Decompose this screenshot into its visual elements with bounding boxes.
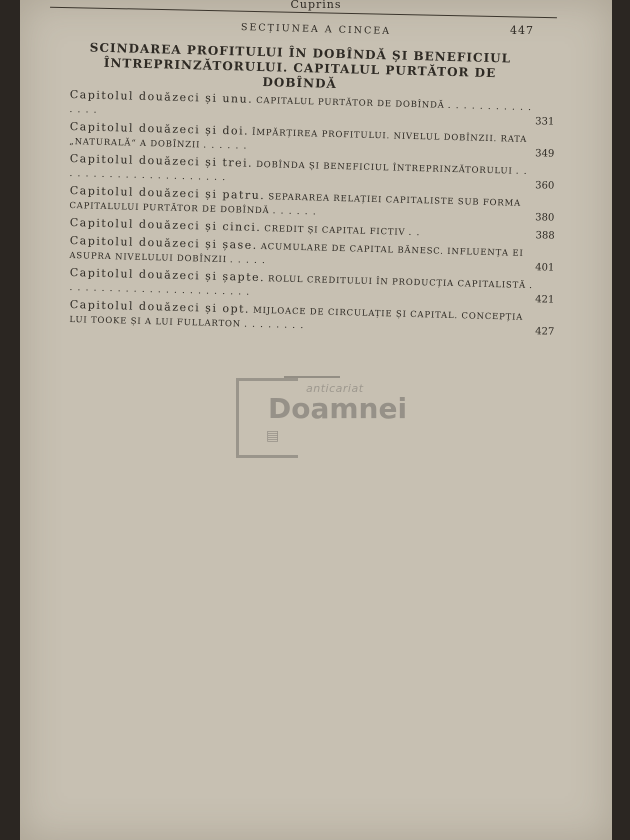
chapter-page: 421 xyxy=(535,294,555,306)
chapter-title: ÎMPĂRȚIREA PROFITULUI. NIVELUL DOBÎNZII. RATA „NATURALĂ“ A DOBÎNZII xyxy=(69,127,528,151)
chapter-page: 388 xyxy=(535,230,555,242)
chapter-label: Capitolul douăzeci și cinci. xyxy=(69,216,262,235)
watermark-small-text: anticariat xyxy=(306,382,364,395)
chapter-label: Capitolul douăzeci și doi. xyxy=(69,120,250,138)
page-number: 447 xyxy=(510,24,534,37)
dot-leader: . . . . . . . . . . . . . . . xyxy=(69,99,533,116)
chapter-label: Capitolul douăzeci și șase. xyxy=(69,234,258,252)
chapter-label: Capitolul douăzeci și șapte. xyxy=(69,266,266,285)
chapter-page: 349 xyxy=(535,148,555,160)
section-title: SCINDAREA PROFITULUI ÎN DOBÎNDĂ ȘI BENEFICIUL ÎNTREPRINZĂTORULUI. CAPITALUL PURTĂTOR DE DOBÎNDĂ xyxy=(89,40,512,91)
chapter-page: 427 xyxy=(535,326,555,338)
dot-leader: . . . . . . . . . . . . . . . . . . . . . . . . xyxy=(69,280,534,298)
chapter-title: MIJLOACE DE CIRCULAȚIE ȘI CAPITAL. CONCEPȚIA LUI TOOKE ȘI A LUI FULLARTON xyxy=(69,305,524,330)
dot-leader: . . . . . xyxy=(229,254,267,267)
section-heading: SECȚIUNEA A CINCEA xyxy=(240,22,392,37)
chapter-title: CREDIT ȘI CAPITAL FICTIV xyxy=(264,224,406,238)
chapter-page: 380 xyxy=(535,212,555,224)
chapter-page: 401 xyxy=(535,262,555,274)
chapter-title: DOBÎNDA ȘI BENEFICIUL ÎNTREPRINZĂTORULUI xyxy=(255,159,513,177)
chapter-title: ROLUL CREDITULUI ÎN PRODUCȚIA CAPITALISTĂ xyxy=(267,274,527,291)
dot-leader: . . . . . . . . . . . . . . . . . . . . . . xyxy=(69,165,528,184)
chapter-title: SEPARAREA RELAȚIEI CAPITALISTE SUB FORMA CAPITALULUI PURTĂTOR DE DOBÎNDĂ xyxy=(69,192,522,217)
chapter-page: 360 xyxy=(535,180,555,192)
chapter-label: Capitolul douăzeci și patru. xyxy=(69,184,266,203)
dot-leader: . . . . . . xyxy=(272,205,317,218)
dot-leader: . . . . . . . . xyxy=(243,318,305,332)
watermark-logo xyxy=(236,376,416,460)
chapter-title: CAPITALUL PURTĂTOR DE DOBÎNDĂ xyxy=(256,95,445,111)
chapter-label: Capitolul douăzeci și opt. xyxy=(69,298,251,316)
book-page xyxy=(20,0,612,840)
chapter-title: ACUMULARE DE CAPITAL BĂNESC. INFLUENȚA EI ASUPRA NIVELULUI DOBÎNZII xyxy=(69,241,524,266)
dot-leader: . . . . . . xyxy=(203,139,248,152)
chapter-label: Capitolul douăzeci și trei. xyxy=(69,152,254,170)
dot-leader: . . xyxy=(408,226,421,239)
table-of-contents xyxy=(69,88,555,338)
book-icon: ▤ xyxy=(266,428,280,444)
chapter-page: 331 xyxy=(535,116,555,128)
chapter-label: Capitolul douăzeci și unu. xyxy=(69,88,254,106)
watermark-brand-text: Doamnei xyxy=(268,392,408,425)
running-header: Cuprins xyxy=(290,0,342,11)
